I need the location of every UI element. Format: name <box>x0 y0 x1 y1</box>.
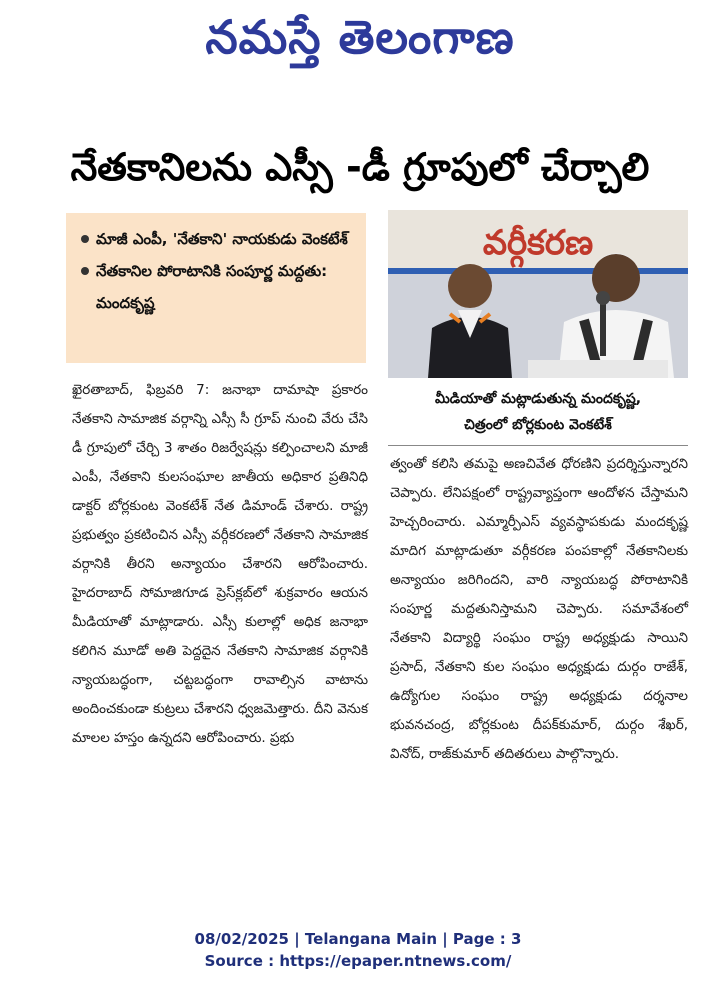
highlights-box <box>66 213 366 363</box>
article-text: త్వంతో కలిసి తమపై అణచివేత ధోరణిని ప్రదర్శిస్తున్నారని చెప్పారు. లేనిపక్షంలో రాష్ట్రవ్యాప్తంగా ఆందోళన చేస్తామని హెచ్చరించారు. ఎమ్మార్పీఎస్ వ్యవస్థాపకుడు మందకృష్ణ మాదిగ మాట్లాడుతూ వర్గీకరణ పంపకాల్లో నేతకానిలకు అన్యాయం జరిగిందని, వారి న్యాయబద్ధ పోరాటానికి సంపూర్ణ మద్దతునిస్తామని చెప్పారు. సమావేశంలో నేతకాని విద్యార్థి సంఘం రాష్ట్ర అధ్యక్షుడు సాయిని ప్రసాద్, నేతకాని కుల సంఘం అధ్యక్షుడు దుర్గం రాజేశ్, ఉద్యోగుల సంఘం రాష్ట్ర అధ్యక్షుడు దర్శనాల భువనచంద్ర, బోర్లకుంట దీపక్‌కుమార్, దుర్గం శేఖర్, వినోద్, రాజ్‌కుమార్ తదితరులు పాల్గొన్నారు. <box>390 456 688 762</box>
highlight-item <box>80 223 356 255</box>
footer-source-line: Source : https://epaper.ntnews.com/ <box>204 952 512 970</box>
highlight-text: నేతకానిల పోరాటానికి సంపూర్ణ మద్దతు: మందకృష్ణ <box>96 262 328 312</box>
footer-date-line: 08/02/2025 | Telangana Main | Page : 3 <box>194 930 522 948</box>
article-text: ఖైరతాబాద్, ఫిబ్రవరి 7: జనాభా దామాషా ప్రకారం నేతకాని సామాజిక వర్గాన్ని ఎస్సీ సీ గ్రూప్ నుంచి వేరు చేసి డీ గ్రూపులో చేర్చి 3 శాతం రిజర్వేషన్లు కల్పించాలని మాజీ ఎంపీ, నేతకాని కులసంఘాల జాతీయ అధికార ప్రతినిధి డాక్టర్ బోర్లకుంట వెంకటేశ్ నేత డిమాండ్ చేశారు. రాష్ట్ర ప్రభుత్వం ప్రకటించిన ఎస్సీ వర్గీకరణలో నేతకాని సామాజిక వర్గానికి తీరని అన్యాయం చేశారని ఆరోపించారు. హైదరాబాద్ సోమాజిగూడ ప్రెస్‌క్లబ్‌లో శుక్రవారం ఆయన మీడియాతో మాట్లాడారు. ఎస్సీ కులాల్లో అధిక జనాభా కలిగిన మూడో అతి పెద్దదైన నేతకాని సామాజిక వర్గానికి న్యాయబద్ధంగా, చట్టబద్ధంగా రావాల్సిన వాటాను అందించకుండా కుట్రలు చేశారని ధ్వజమెత్తారు. దీని వెనుక మాలల హస్తం ఉన్నదని ఆరోపించారు. ప్రభు <box>72 382 368 746</box>
bullet-icon <box>80 223 90 255</box>
headline: నేతకానిలను ఎస్సీ -డీ గ్రూపులో చేర్చాలి <box>70 145 650 189</box>
caption-line: మీడియాతో మట్లాడుతున్న మందకృష్ణ, <box>434 391 642 407</box>
photo-illustration <box>388 210 688 378</box>
article-column-left <box>72 376 368 753</box>
photo-caption <box>388 380 688 446</box>
bullet-icon <box>80 255 90 287</box>
banner-text: వర్గీకరణ <box>482 223 594 263</box>
caption-line: చిత్రంలో బోర్లకుంట వెంకటేశ్ <box>464 417 612 433</box>
article-column-right <box>390 450 688 769</box>
highlight-item <box>80 255 356 319</box>
masthead-logo: నమస్తే తెలంగాణ <box>205 10 515 64</box>
highlight-text: మాజీ ఎంపీ, 'నేతకాని' నాయకుడు వెంకటేశ్ <box>96 230 348 248</box>
news-photo <box>388 210 688 378</box>
